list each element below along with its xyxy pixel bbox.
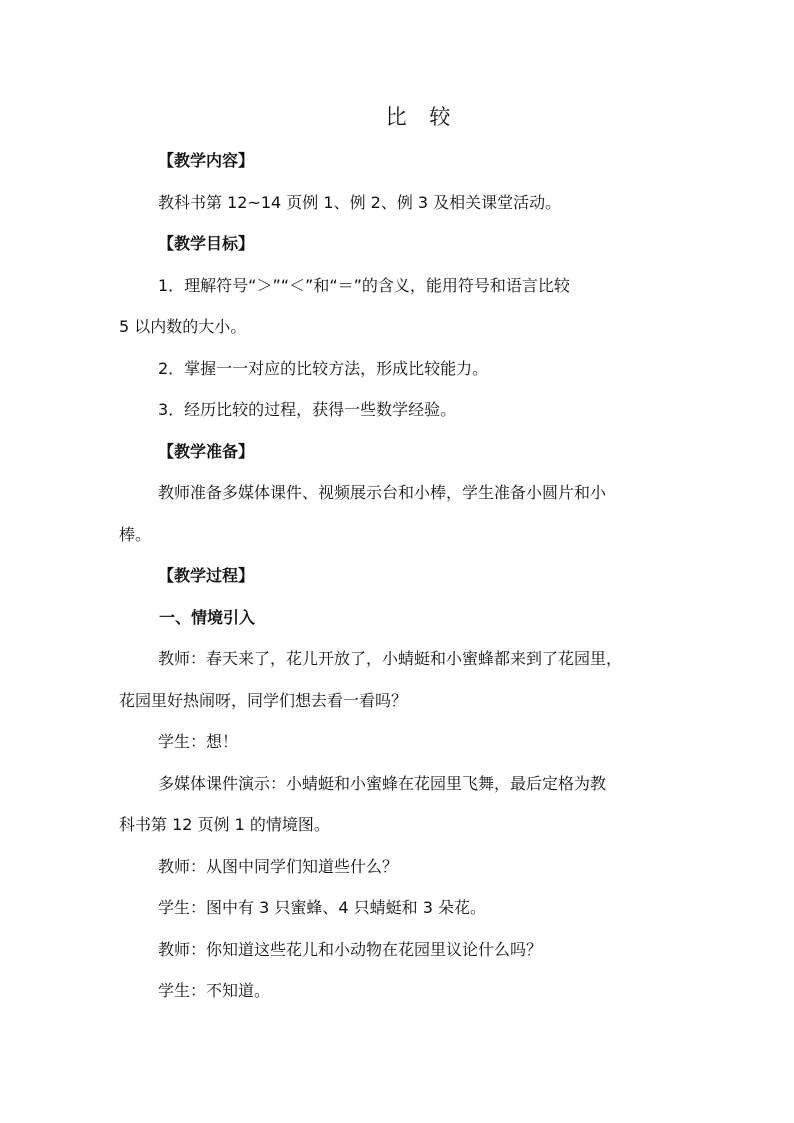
paragraph: 学生：想！ [158,732,239,751]
paragraph-continuation: 花园里好热闹呀，同学们想去看一看吗？ [119,690,408,710]
paragraph: 教师：春天来了，花儿开放了，小蜻蜓和小蜜蜂都来到了花园里， [158,649,623,668]
document-body [119,140,684,1012]
paragraph: 学生：图中有 3 只蜜蜂、4 只蜻蜓和 3 朵花。 [158,898,486,917]
heading-teaching-goals: 【教学目标】 [158,234,255,253]
paragraph-continuation: 科书第 12 页例 1 的情境图。 [119,815,330,834]
paragraph: 3．经历比较的过程，获得一些数学经验。 [158,400,457,419]
paragraph: 教师：你知道这些花儿和小动物在花园里议论什么吗？ [158,939,543,959]
heading-teaching-process: 【教学过程】 [158,566,255,585]
paragraph-continuation: 5 以内数的大小。 [119,317,247,336]
paragraph: 教师准备多媒体课件、视频展示台和小棒，学生准备小圆片和小 [158,483,607,502]
paragraph: 学生：不知道。 [158,981,271,1000]
page-title: 比 较 [385,105,459,129]
paragraph: 多媒体课件演示：小蜻蜓和小蜜蜂在花园里飞舞，最后定格为教 [158,773,607,793]
paragraph: 教科书第 12~14 页例 1、例 2、例 3 及相关课堂活动。 [158,192,562,212]
heading-teaching-content: 【教学内容】 [158,151,255,170]
section-heading: 一、情境引入 [159,607,256,627]
paragraph: 教师：从图中同学们知道些什么？ [158,856,399,876]
paragraph: 2．掌握一一对应的比较方法，形成比较能力。 [158,358,489,378]
paragraph: 1．理解符号“＞”“＜”和“＝”的含义，能用符号和语言比较 [158,275,570,295]
paragraph-continuation: 棒。 [119,524,152,544]
heading-teaching-preparation: 【教学准备】 [158,441,255,461]
